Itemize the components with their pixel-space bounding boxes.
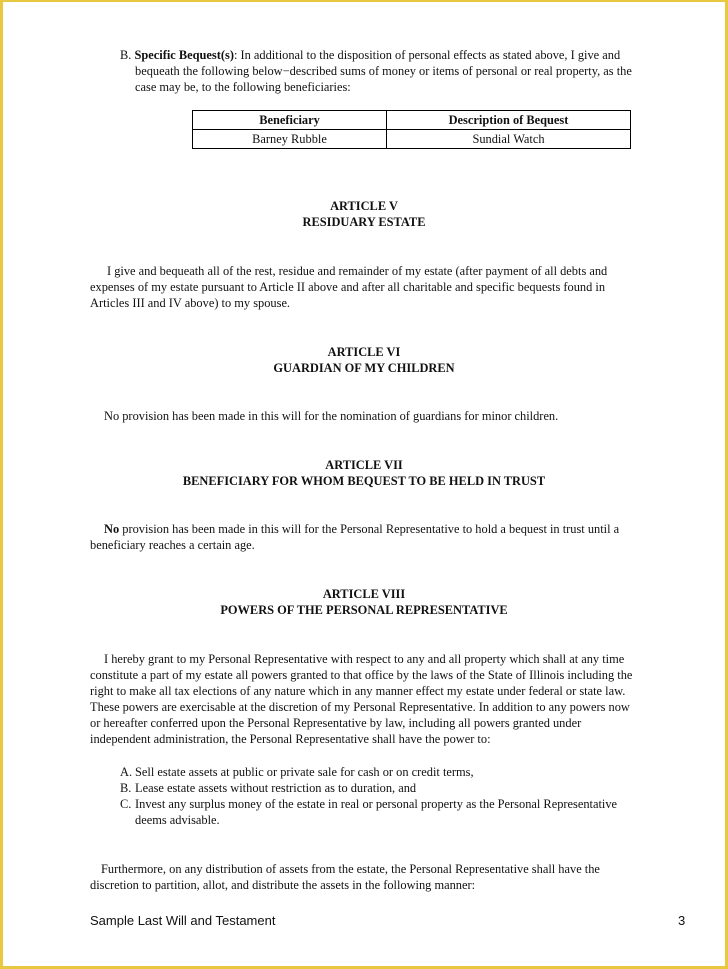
list-text-b: Lease estate assets without restriction as to duration, and (135, 781, 417, 795)
list-item (120, 780, 680, 796)
bequest-table (192, 110, 631, 149)
article-vii-bold-lead: No (104, 522, 120, 536)
article-v-title: RESIDUARY ESTATE (302, 215, 426, 229)
footer-page-number: 3 (678, 913, 686, 928)
article-viii-title: POWERS OF THE PERSONAL REPRESENTATIVE (220, 603, 508, 617)
article-vi-title: GUARDIAN OF MY CHILDREN (273, 361, 455, 375)
article-viii-line-2: constitute a part of my estate all powers granted to that office by the laws of the State of Illinois including the (90, 668, 633, 682)
article-viii-line-6: independent administration, the Personal Representative shall have the power to: (90, 732, 491, 746)
section-b-marker: B. (120, 48, 132, 62)
section-b-line-3: case may be, to the following beneficiaries: (135, 80, 351, 94)
article-viii-line-4: These powers are exercisable at the discretion of my Personal Representative. In addition to any powers now (90, 700, 630, 714)
article-vi-body (90, 408, 690, 424)
cell-beneficiary: Barney Rubble (193, 130, 387, 149)
closing-line-1: Furthermore, on any distribution of assets from the estate, the Personal Representative shall have the (101, 862, 600, 876)
header-beneficiary: Beneficiary (193, 111, 387, 130)
article-vii-body (90, 521, 690, 553)
article-vi-line-1: No provision has been made in this will for the nomination of guardians for minor children. (104, 409, 559, 423)
section-b-line-2: bequeath the following below−described sums of money or items of personal or real property, as the (135, 64, 632, 78)
article-vii-line-1: provision has been made in this will for the Personal Representative to hold a bequest in trust until a (119, 522, 620, 536)
list-marker-b: B. (120, 781, 132, 795)
section-b-line-1: : In additional to the disposition of personal effects as stated above, I give and (233, 48, 621, 62)
table-header-row (193, 111, 631, 130)
cell-description: Sundial Watch (387, 130, 631, 149)
article-v-line-2: expenses of my estate pursuant to Article II above and after all charitable and specific bequests found in (90, 280, 606, 294)
article-vii-line-2: beneficiary reaches a certain age. (90, 538, 255, 552)
article-v-line-3: Articles III and IV above) to my spouse. (90, 296, 291, 310)
article-viii-number: ARTICLE VIII (322, 587, 406, 601)
list-text-c-2: deems advisable. (135, 813, 220, 827)
list-marker-c: C. (120, 797, 132, 811)
list-item (120, 764, 680, 780)
article-viii-line-5: or hereafter conferred upon the Personal Representative by law, including all powers granted under (90, 716, 582, 730)
list-marker-a: A. (120, 765, 133, 779)
list-text-c-1: Invest any surplus money of the estate in real or personal property as the Personal Representative (135, 797, 618, 811)
article-vii-number: ARTICLE VII (325, 458, 403, 472)
article-vii-title: BENEFICIARY FOR WHOM BEQUEST TO BE HELD IN TRUST (182, 474, 546, 488)
list-item (120, 796, 680, 828)
article-v-body (90, 263, 690, 311)
footer-title: Sample Last Will and Testament (90, 913, 276, 928)
section-b-heading: Specific Bequest(s) (134, 48, 234, 62)
article-vi-number: ARTICLE VI (327, 345, 401, 359)
article-v-line-1: I give and bequeath all of the rest, residue and remainder of my estate (after payment of all debts and (107, 264, 608, 278)
article-viii-line-3: right to make all tax elections of any nature which in any manner effect my estate under federal or state law. (90, 684, 626, 698)
specific-bequest-paragraph (120, 47, 690, 95)
header-description: Description of Bequest (387, 111, 631, 130)
article-viii-line-1: I hereby grant to my Personal Representative with respect to any and all property which shall at any time (104, 652, 625, 666)
table-row (193, 130, 631, 149)
article-viii-closing (90, 861, 690, 893)
list-text-a: Sell estate assets at public or private sale for cash or on credit terms, (135, 765, 474, 779)
closing-line-2: discretion to partition, allot, and distribute the assets in the following manner: (90, 878, 476, 892)
article-viii-body (90, 651, 690, 747)
article-v-number: ARTICLE V (330, 199, 398, 213)
